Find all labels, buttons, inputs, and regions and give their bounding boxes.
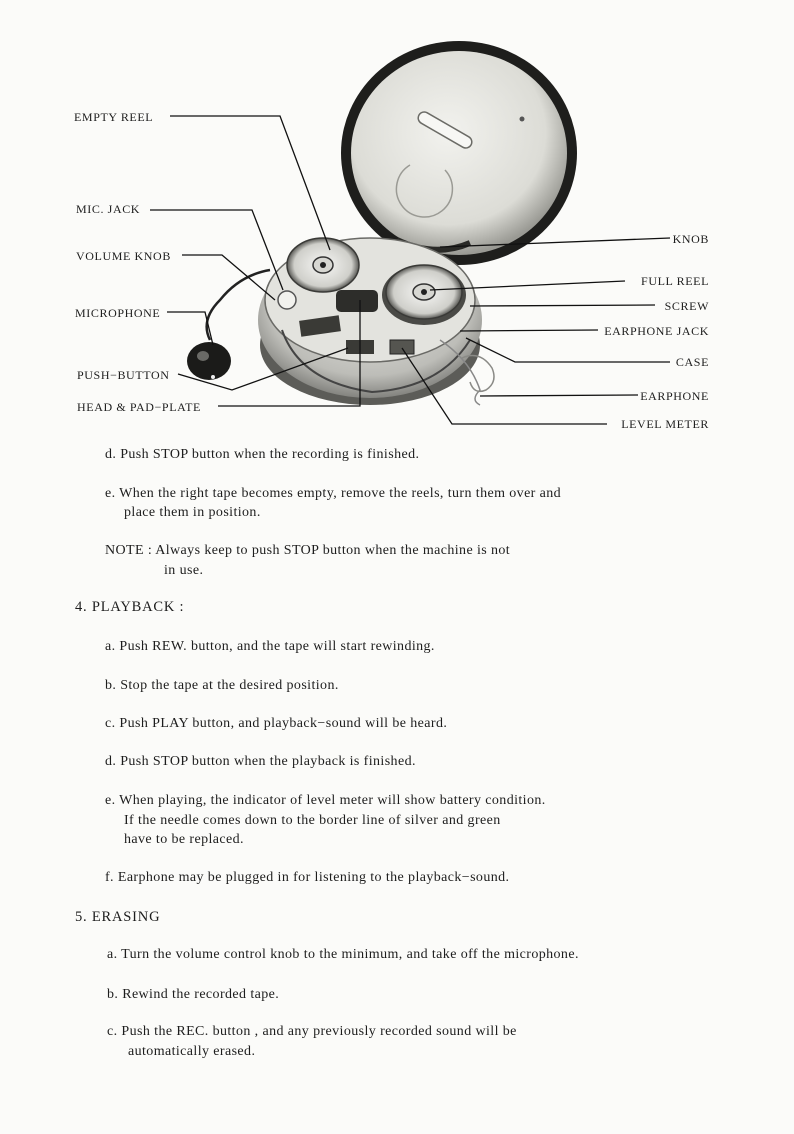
full-reel (382, 265, 466, 325)
recording-step-d: d. Push STOP button when the recording is finished. (105, 447, 420, 462)
erasing-step-c-line1: c. Push the REC. button , and any previously recorded sound will be (107, 1024, 517, 1039)
head-pad-plate (336, 290, 378, 312)
section-playback-title: 4. PLAYBACK : (75, 599, 185, 615)
note-line2: in use. (164, 563, 204, 578)
playback-step-a: a. Push REW. button, and the tape will start rewinding. (105, 639, 435, 654)
label-empty-reel: EMPTY REEL (74, 110, 154, 124)
lid (341, 41, 577, 265)
playback-step-f: f. Earphone may be plugged in for listening to the playback−sound. (105, 870, 510, 885)
erasing-step-c-line2: automatically erased. (128, 1044, 256, 1059)
playback-step-b: b. Stop the tape at the desired position. (105, 678, 339, 693)
playback-step-e-line2: If the needle comes down to the border line of silver and green (124, 813, 501, 828)
level-meter (390, 340, 414, 354)
playback-step-e-line1: e. When playing, the indicator of level meter will show battery condition. (105, 793, 546, 808)
label-earphone: EARPHONE (640, 389, 709, 403)
recording-step-e-line1: e. When the right tape becomes empty, remove the reels, turn them over and (105, 486, 562, 501)
label-knob: KNOB (672, 232, 709, 246)
label-level-meter: LEVEL METER (621, 417, 709, 431)
section-erasing-title: 5. ERASING (75, 909, 161, 925)
note-line1: NOTE : Always keep to push STOP button when the machine is not (105, 543, 511, 558)
label-full-reel: FULL REEL (641, 274, 709, 288)
label-volume-knob: VOLUME KNOB (76, 249, 171, 263)
microphone (187, 270, 270, 380)
playback-step-c: c. Push PLAY button, and playback−sound will be heard. (105, 716, 448, 731)
label-microphone: MICROPHONE (75, 306, 161, 320)
label-earphone-jack: EARPHONE JACK (604, 324, 709, 338)
playback-step-d: d. Push STOP button when the playback is finished. (105, 754, 416, 769)
volume-knob (278, 291, 296, 309)
label-mic-jack: MIC. JACK (76, 202, 141, 216)
empty-reel (287, 238, 359, 292)
erasing-step-b: b. Rewind the recorded tape. (107, 987, 280, 1002)
recording-step-e-line2: place them in position. (124, 505, 261, 520)
label-screw: SCREW (664, 299, 709, 313)
erasing-step-a: a. Turn the volume control knob to the minimum, and take off the microphone. (107, 947, 579, 962)
label-head-pad-plate: HEAD & PAD−PLATE (77, 400, 201, 414)
label-push-button: PUSH−BUTTON (77, 368, 170, 382)
label-case: CASE (675, 355, 709, 369)
playback-step-e-line3: have to be replaced. (124, 832, 244, 847)
